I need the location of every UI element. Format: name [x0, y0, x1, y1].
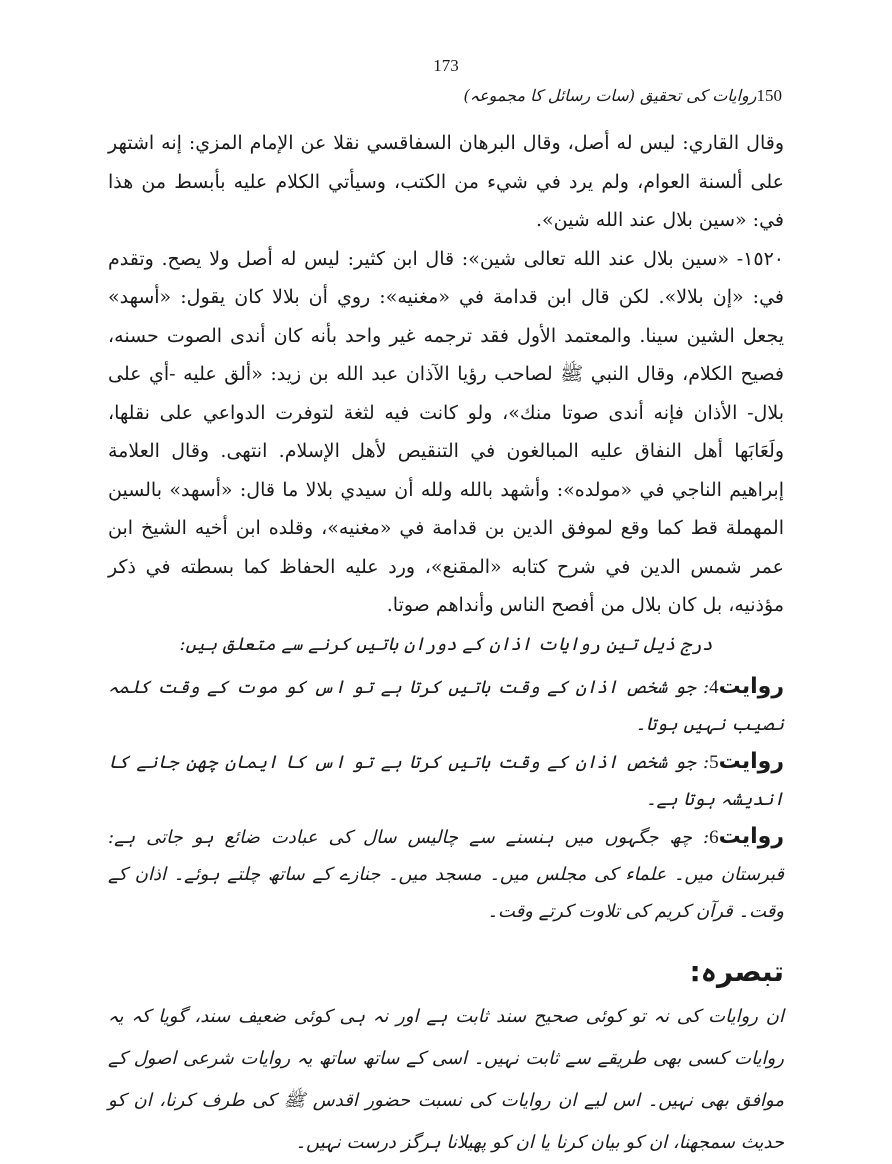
- riwayat-text: جو شخص اذان کے وقت باتیں کرتا ہے تو اس کا ایمان چھن جانے کا اندیشہ ہوتا ہے۔: [108, 752, 784, 810]
- running-header-title: روایات کی تحقیق (سات رسائل کا مجموعہ): [463, 86, 757, 105]
- tabsira-paragraph: ان روایات کی نہ تو کوئی صحیح سند ثابت ہے اور نہ ہی کوئی ضعیف سند، گویا کہ یہ روایات کسی بھی طریقے سے ثابت نہیں۔ اسی کے ساتھ ساتھ یہ روایات شرعی اصول کے موافق بھی نہیں۔ اس لیے ان روایات کی نسبت حضور اقدس ﷺ کی طرف کرنا، ان کو حدیث سمجھنا، ان کو بیان کرنا یا ان کو پھیلانا ہرگز درست نہیں۔: [108, 1006, 784, 1153]
- urdu-text-block: [108, 628, 784, 1164]
- running-header-number: 150: [756, 86, 782, 105]
- riwayat-item: روایت6: چھ جگہوں میں ہنسنے سے چالیس سال کی عبادت ضائع ہو جاتی ہے: قبرستان میں۔ علماء کی مجلس میں۔ مسجد میں۔ جنازے کے ساتھ چلتے ہوئے۔ اذان کے وقت۔ قرآن کریم کی تلاوت کرتے وقت۔: [108, 824, 784, 922]
- riwayat-intro: درج ذیل تین روایات اذان کے دوران باتیں کرنے سے متعلق ہیں:: [179, 634, 713, 655]
- riwayat-item: روایت4: جو شخص اذان کے وقت باتیں کرتا ہے تو اس کو موت کے وقت کلمہ نصیب نہیں ہوتا۔: [108, 674, 784, 735]
- arabic-paragraph-1: وقال القاري: ليس له أصل، وقال البرهان السفاقسي نقلا عن الإمام المزي: إنه اشتهر على ألسنة العوام، ولم يرد في شيء من الكتب، وسيأتي الكلام عليه بأبسط من هذا في: «سين بلال عند الله شين».: [108, 132, 784, 231]
- page-number: 173: [433, 56, 459, 75]
- riwayat-number: 4: [709, 677, 719, 698]
- riwayat-label: روایت: [718, 749, 784, 774]
- riwayat-label: روایت: [718, 674, 784, 699]
- riwayat-text: جو شخص اذان کے وقت باتیں کرتا ہے تو اس کو موت کے وقت کلمہ نصیب نہیں ہوتا۔: [108, 677, 784, 735]
- arabic-text-block: [108, 124, 784, 625]
- running-header: [463, 86, 782, 106]
- arabic-paragraph-2: ١٥٢٠- «سين بلال عند الله تعالى شين»: قال ابن كثير: ليس له أصل ولا يصح. وتقدم في: «إن بلالا». لكن قال ابن قدامة في «مغنيه»: روي أن بلالا كان يقول: «أسهد» يجعل الشين سينا. والمعتمد الأول فقد ترجمه غير واحد بأنه كان أندى الصوت حسنه، فصيح الكلام، وقال النبي ﷺ لصاحب رؤيا الآذان عبد الله بن زيد: «ألق عليه -أي على بلال- الأذان فإنه أندى صوتا منك»، ولو كانت فيه لثغة لتوفرت الدواعي على نقلها، ولَعَابَها أهل النفاق عليه المبالغون في التنقيص لأهل الإسلام. انتهى. وقال العلامة إبراهيم الناجي في «مولده»: وأشهد بالله ولله أن سيدي بلالا ما قال: «أسهد» بالسين المهملة قط كما وقع لموفق الدين بن قدامة في «مغنيه»، وقلده ابن أخيه الشيخ ابن عمر شمس الدين في شرح كتابه «المقنع»، ورد عليه الحفاظ كما بسطته في ذكر مؤذنيه، بل كان بلال من أفصح الناس وأنداهم صوتا.: [108, 247, 784, 616]
- riwayat-label: روایت: [718, 824, 784, 849]
- riwayat-number: 5: [709, 752, 719, 773]
- tabsira-heading: تبصرہ:: [689, 955, 784, 988]
- riwayat-text: چھ جگہوں میں ہنسنے سے چالیس سال کی عبادت ضائع ہو جاتی ہے: قبرستان میں۔ علماء کی مجلس میں۔ مسجد میں۔ جنازے کے ساتھ چلتے ہوئے۔ اذان کے وقت۔ قرآن کریم کی تلاوت کرتے وقت۔: [108, 827, 784, 922]
- riwayat-item: روایت5: جو شخص اذان کے وقت باتیں کرتا ہے تو اس کا ایمان چھن جانے کا اندیشہ ہوتا ہے۔: [108, 749, 784, 810]
- riwayat-number: 6: [709, 827, 719, 848]
